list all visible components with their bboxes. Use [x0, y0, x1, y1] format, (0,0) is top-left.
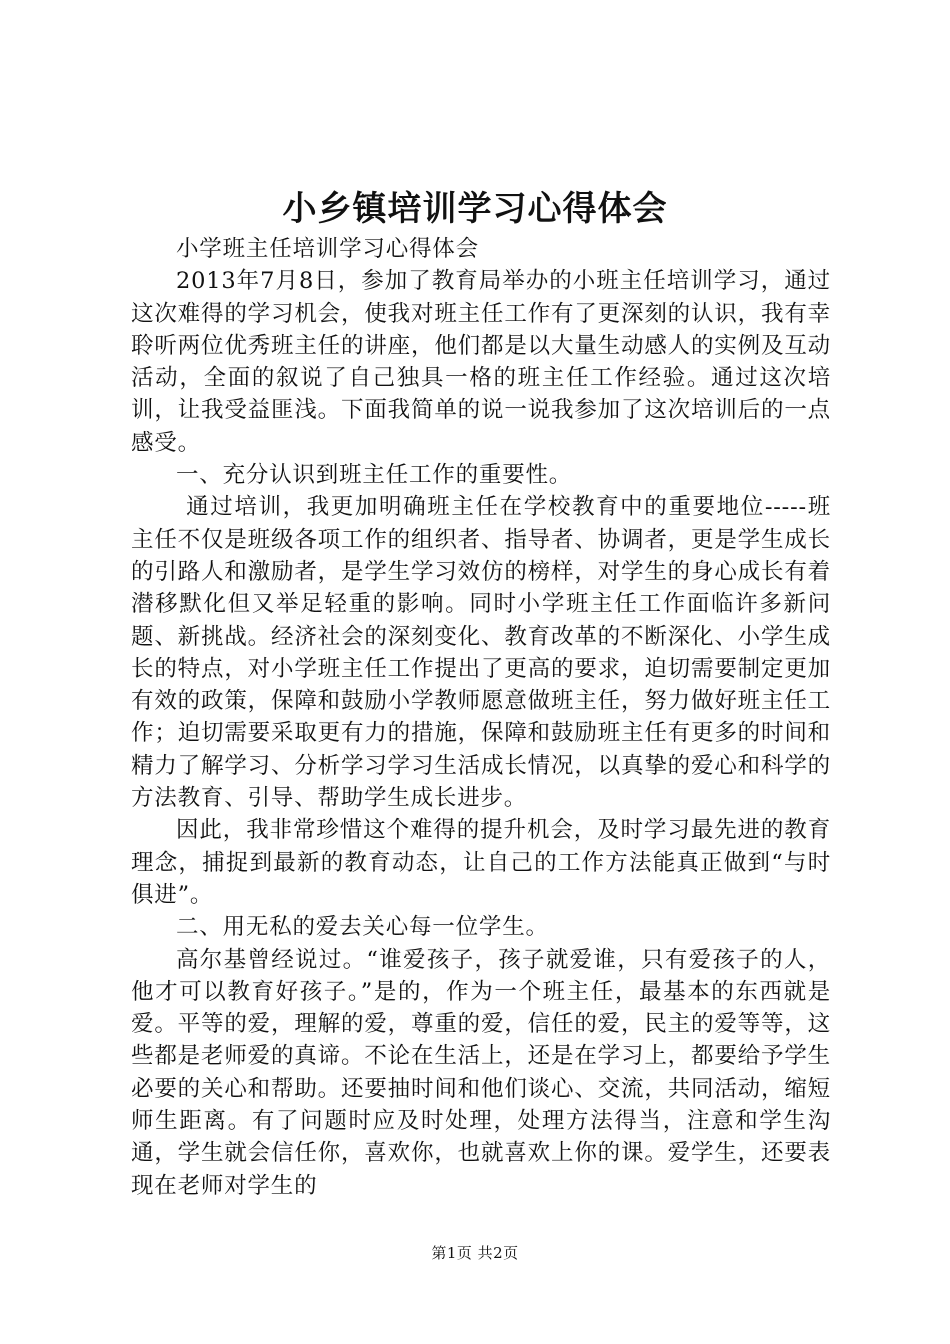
section-heading: 二、用无私的爱去关心每一位学生。 [176, 914, 549, 941]
section-heading: 一、充分认识到班主任工作的重要性。 [176, 462, 573, 489]
body-paragraph: 因此，我非常珍惜这个难得的提升机会，及时学习最先进的教育理念，捕捉到最新的教育动态，让自己的工作方法能真正做到“与时俱进”。 [131, 817, 831, 908]
body-paragraph: 2013年7月8日，参加了教育局举办的小班主任培训学习，通过这次难得的学习机会，使我对班主任工作有了更深刻的认识，我有幸聆听两位优秀班主任的讲座，他们都是以大量生动感人的实例及互动活动，全面的叙说了自己独具一格的班主任工作经验。通过这次培训，让我受益匪浅。下面我简单的说一说我参加了这次培训后的一点感受。 [131, 268, 831, 456]
document-title: 小乡镇培训学习心得体会 [282, 189, 668, 229]
subtitle-paragraph: 小学班主任培训学习心得体会 [176, 236, 479, 262]
page-number-footer: 第1页 共2页 [431, 1244, 519, 1262]
body-paragraph: 通过培训，我更加明确班主任在学校教育中的重要地位-----班主任不仅是班级各项工作的组织者、指导者、协调者，更是学生成长的引路人和激励者，是学生学习效仿的榜样，对学生的身心成长有着潜移默化但又举足轻重的影响。同时小学班主任工作面临许多新问题、新挑战。经济社会的深刻变化、教育改革的不断深化、小学生成长的特点，对小学班主任工作提出了更高的要求，迫切需要制定更加有效的政策，保障和鼓励小学教师愿意做班主任，努力做好班主任工作；迫切需要采取更有力的措施，保障和鼓励班主任有更多的时间和精力了解学习、分析学习学习生活成长情况，以真挚的爱心和科学的方法教育、引导、帮助学生成长进步。 [131, 494, 831, 812]
document-body [131, 233, 831, 1202]
body-paragraph: 高尔基曾经说过。“谁爱孩子，孩子就爱谁，只有爱孩子的人，他才可以教育好孩子。”是的，作为一个班主任，最基本的东西就是爱。平等的爱，理解的爱，尊重的爱，信任的爱，民主的爱等等，这些都是老师爱的真谛。不论在生活上，还是在学习上，都要给予学生必要的关心和帮助。还要抽时间和他们谈心、交流，共同活动，缩短师生距离。有了问题时应及时处理，处理方法得当，注意和学生沟通，学生就会信任你，喜欢你，也就喜欢上你的课。爱学生，还要表现在老师对学生的 [131, 946, 831, 1199]
